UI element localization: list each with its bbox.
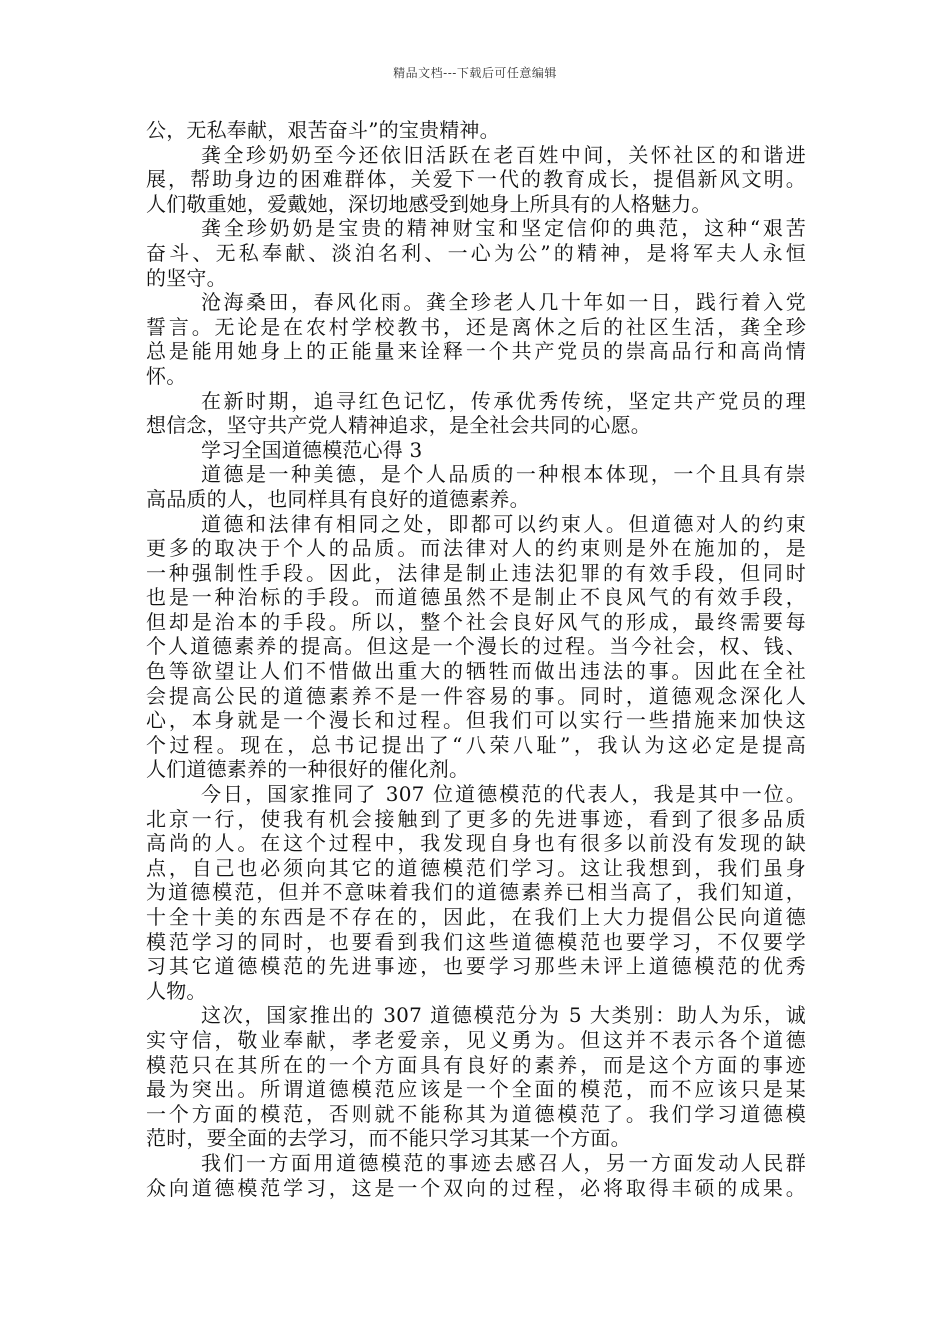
- text-line: 总是能用她身上的正能量来诠释一个共产党员的崇高品行和高尚情: [146, 339, 806, 364]
- text-line: 人们敬重她，爱戴她，深切地感受到她身上所具有的人格魅力。: [146, 191, 712, 216]
- text-line: 一个方面的模范，否则就不能称其为道德模范了。我们学习道德模: [146, 1101, 806, 1126]
- text-line: 高品质的人，也同样具有良好的道德素养。: [146, 486, 530, 511]
- text-line: 人们道德素养的一种很好的催化剂。: [146, 757, 470, 782]
- paragraph-first-line: 在新时期，追寻红色记忆，传承优秀传统，坚定共产党员的理: [201, 388, 806, 413]
- paragraph-first-line: 道德和法律有相同之处，即都可以约束人。但道德对人的约束: [201, 511, 806, 536]
- text-line: 个过程。现在，总书记提出了“八荣八耻”，我认为这必定是提高: [146, 732, 806, 757]
- text-line: 也是一种治标的手段。而道德虽然不是制止不良风气的有效手段，: [146, 585, 806, 610]
- paragraph-first-line: 今日，国家推同了 307 位道德模范的代表人，我是其中一位。: [201, 782, 806, 807]
- text-line: 誓言。无论是在农村学校教书，还是离休之后的社区生活，龚全珍: [146, 314, 806, 339]
- text-line: 展，帮助身边的困难群体，关爱下一代的教育成长，提倡新风文明。: [146, 167, 806, 192]
- text-line: 十全十美的东西是不存在的，因此，在我们上大力提倡公民向道德: [146, 905, 806, 929]
- paragraph-first-line: 龚全珍奶奶是宝贵的精神财宝和坚定信仰的典范，这种“艰苦: [201, 216, 806, 241]
- text-line: 怀。: [146, 363, 187, 388]
- text-line: 实守信，敬业奉献，孝老爱亲，见义勇为。但这并不表示各个道德: [146, 1027, 806, 1052]
- page-header: 精品文档---下载后可任意编辑: [393, 66, 557, 80]
- text-line: 高尚的人。在这个过程中，我发现自身也有很多以前没有发现的缺: [146, 831, 806, 856]
- paragraph-first-line: 沧海桑田，春风化雨。龚全珍老人几十年如一日，践行着入党: [201, 290, 806, 315]
- text-line: 习其它道德模范的先进事迹，也要学习那些未评上道德模范的优秀: [146, 954, 806, 979]
- text-line: 但却是治本的手段。所以，整个社会良好风气的形成，最终需要每: [146, 609, 806, 634]
- paragraph-first-line: 我们一方面用道德模范的事迹去感召人，另一方面发动人民群: [201, 1150, 806, 1175]
- text-line: 的坚守。: [146, 265, 227, 290]
- text-line: 最为突出。所谓道德模范应该是一个全面的模范，而不应该只是某: [146, 1077, 806, 1102]
- text-line: 范时，要全面的去学习，而不能只学习其某一个方面。: [146, 1126, 631, 1151]
- text-line: 模范学习的同时，也要看到我们这些道德模范也要学习，不仅要学: [146, 929, 806, 954]
- text-line: 北京一行，使我有机会接触到了更多的先进事迹，看到了很多品质: [146, 806, 806, 831]
- text-line: 想信念，坚守共产党人精神追求，是全社会共同的心愿。: [146, 413, 651, 438]
- text-line: 一种强制性手段。因此，法律是制止违法犯罪的有效手段，但同时: [146, 560, 806, 585]
- text-line: 会提高公民的道德素养不是一件容易的事。同时，道德观念深化人: [146, 683, 806, 708]
- document-body: [146, 118, 806, 1200]
- paragraph-first-line: 龚全珍奶奶至今还依旧活跃在老百姓中间，关怀社区的和谐进: [201, 142, 806, 167]
- text-line: 个人道德素养的提高。但这是一个漫长的过程。当今社会，权、钱、: [146, 634, 806, 659]
- text-line: 色等欲望让人们不惜做出重大的牺牲而做出违法的事。因此在全社: [146, 659, 806, 684]
- text-line: 心，本身就是一个漫长和过程。但我们可以实行一些措施来加快这: [146, 708, 806, 733]
- text-line: 奋斗、无私奉献、淡泊名利、一心为公”的精神，是将军夫人永恒: [146, 240, 806, 265]
- text-line: 点，自己也必须向其它的道德模范们学习。这让我想到，我们虽身: [146, 855, 806, 880]
- text-line: 更多的取决于个人的品质。而法律对人的约束则是外在施加的，是: [146, 536, 806, 561]
- paragraph-first-line: 这次，国家推出的 307 道德模范分为 5 大类别：助人为乐，诚: [201, 1003, 806, 1028]
- text-line: 人物。: [146, 978, 207, 1003]
- text-line: 众向道德模范学习，这是一个双向的过程，必将取得丰硕的成果。: [146, 1175, 806, 1200]
- text-line: 模范只在其所在的一个方面具有良好的素养，而是这个方面的事迹: [146, 1052, 806, 1077]
- text-line: 为道德模范，但并不意味着我们的道德素养已相当高了，我们知道，: [146, 880, 806, 905]
- text-line: 公，无私奉献，艰苦奋斗”的宝贵精神。: [146, 118, 500, 142]
- paragraph-first-line: 道德是一种美德，是个人品质的一种根本体现，一个且具有崇: [201, 462, 806, 487]
- paragraph-first-line: 学习全国道德模范心得 3: [201, 437, 423, 462]
